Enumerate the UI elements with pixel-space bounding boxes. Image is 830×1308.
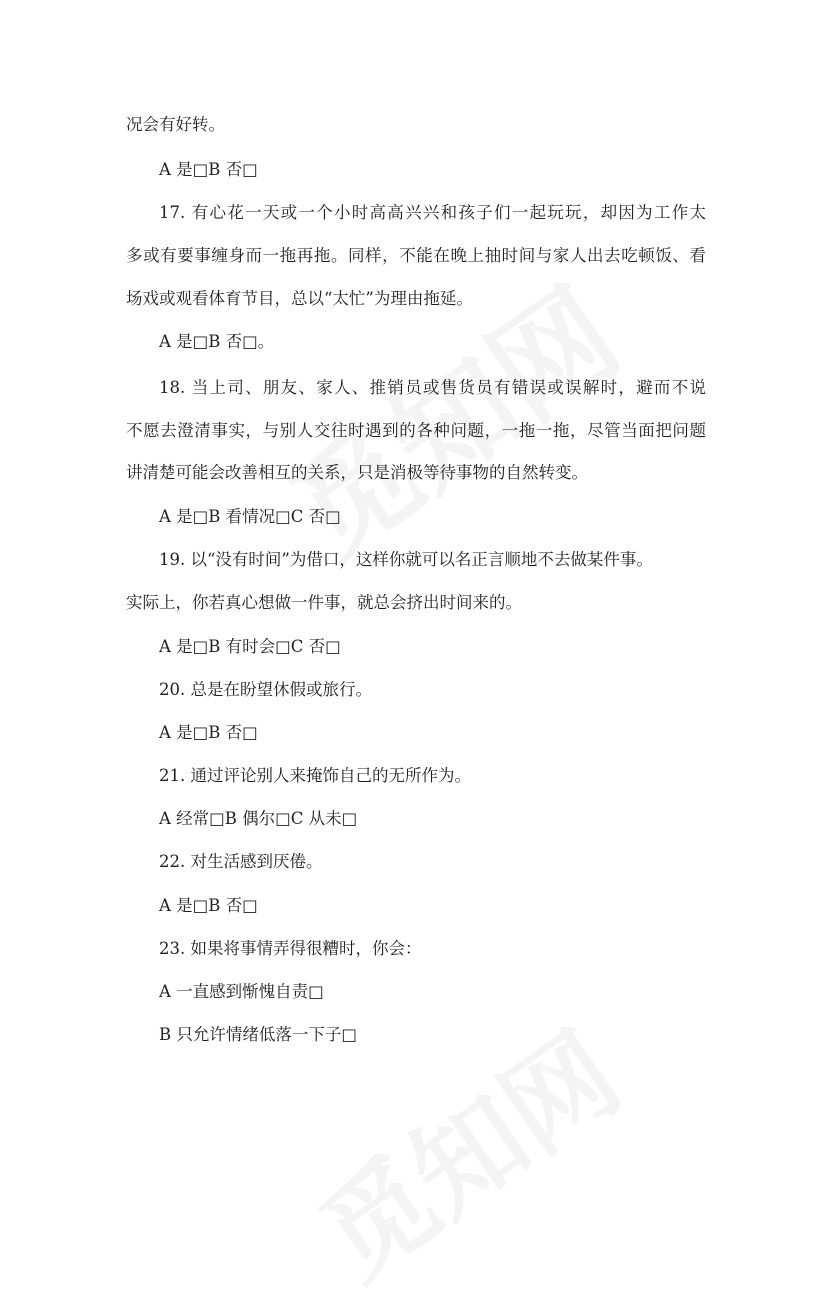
question-17-line: 17. 有心花一天或一个小时高高兴兴和孩子们一起玩玩，却因为工作太 [159,203,706,222]
question-17-line: 多或有要事缠身而一拖再拖。同样，不能在晚上抽时间与家人出去吃顿饭、看 [126,246,706,265]
question-22-line: 22. 对生活感到厌倦。 [159,852,323,871]
answer-options: A 是□B 否□ [159,896,258,915]
answer-options: A 是□B 有时会□C 否□ [159,637,341,656]
answer-options: A 是□B 否□ [159,160,258,179]
answer-options: A 是□B 看情况□C 否□ [159,507,341,526]
question-21-line: 21. 通过评论别人来掩饰自己的无所作为。 [159,766,471,785]
question-20-line: 20. 总是在盼望休假或旅行。 [159,680,372,699]
answer-option-b: B 只允许情绪低落一下子□ [159,1025,357,1044]
question-18-line: 不愿去澄清事实，与别人交往时遇到的各种问题，一拖一拖，尽管当面把问题 [126,421,706,440]
answer-option-a: A 一直感到惭愧自责□ [159,982,324,1001]
question-17-line: 场戏或观看体育节目，总以“太忙”为理由拖延。 [126,289,473,308]
answer-options: A 是□B 否□。 [159,332,275,351]
question-19-line: 实际上，你若真心想做一件事，就总会挤出时间来的。 [126,593,522,612]
question-18-line: 讲清楚可能会改善相互的关系，只是消极等待事物的自然转变。 [126,463,588,482]
question-19-line: 19. 以“没有时间”为借口，这样你就可以名正言顺地不去做某件事。 [159,550,653,569]
paragraph-line: 况会有好转。 [126,115,225,134]
question-18-line: 18. 当上司、朋友、家人、推销员或售货员有错误或误解时，避而不说 [159,378,706,397]
question-23-line: 23. 如果将事情弄得很糟时，你会： [159,939,422,958]
answer-options: A 经常□B 偶尔□C 从未□ [159,809,358,828]
answer-options: A 是□B 否□ [159,723,258,742]
